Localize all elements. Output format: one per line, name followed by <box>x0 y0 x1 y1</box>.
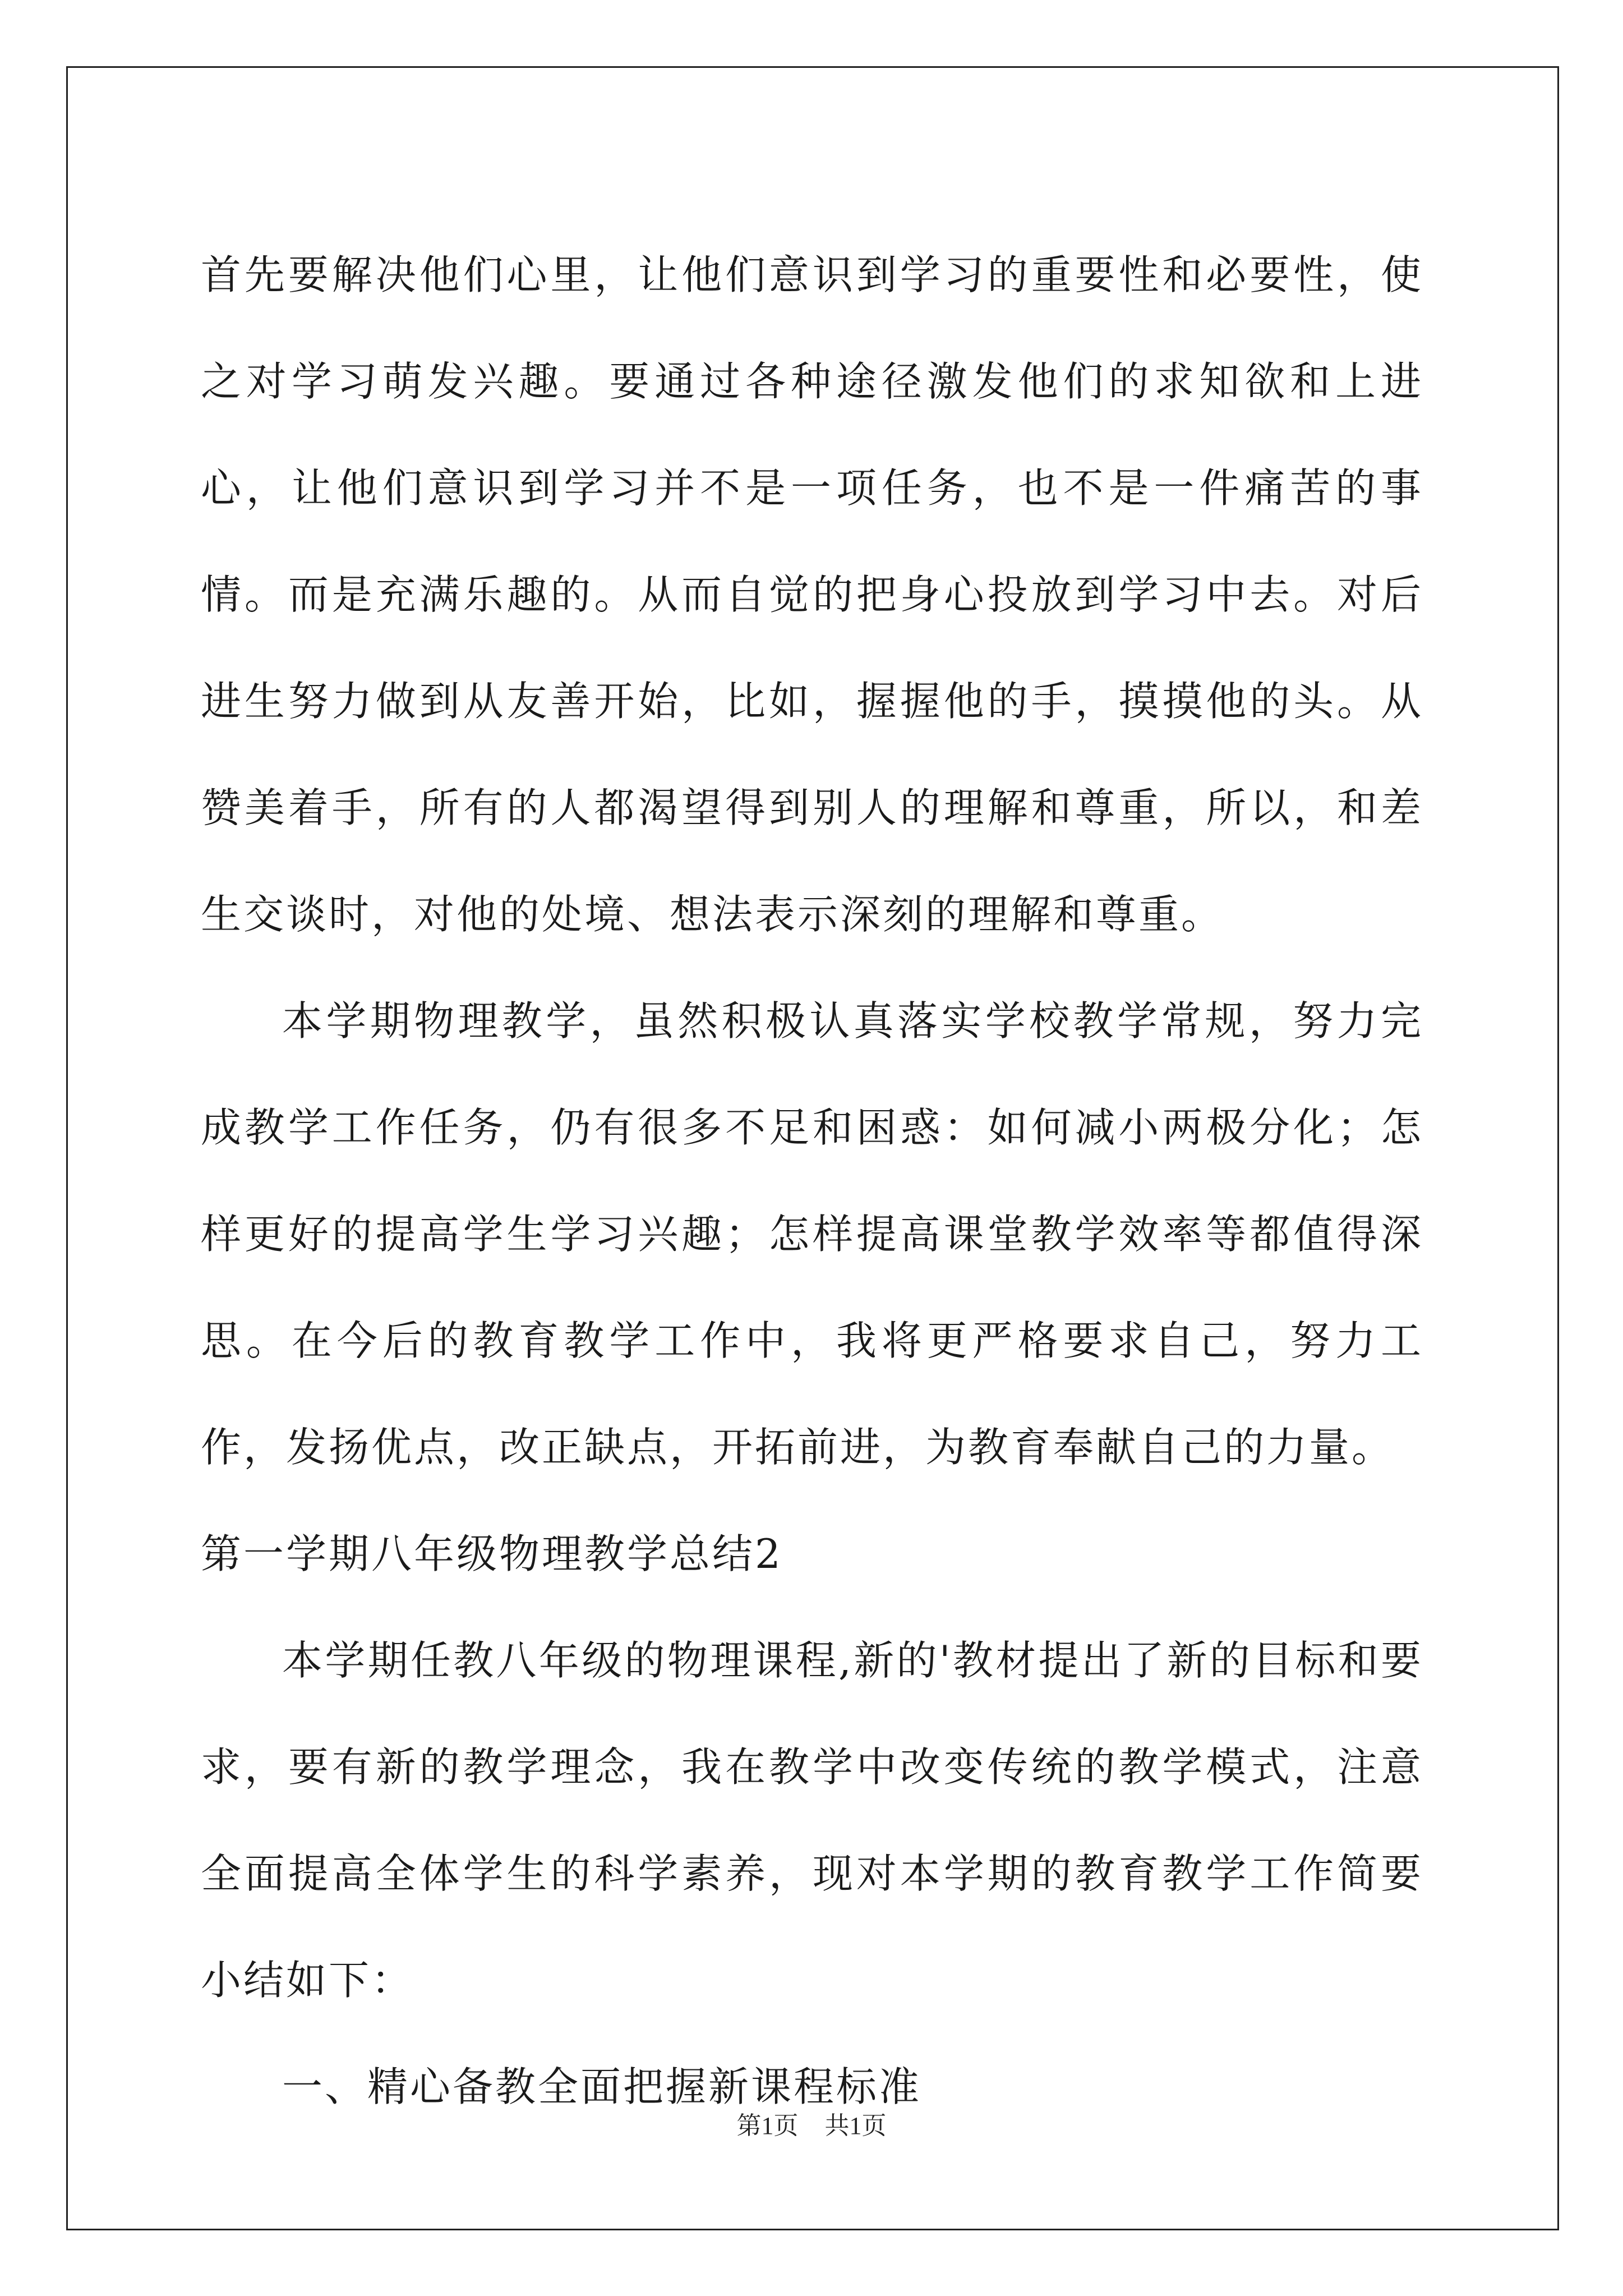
page-footer <box>0 2109 1623 2143</box>
page-total: 共1页 <box>824 2112 887 2139</box>
paragraph-summary: 本学期物理教学，虽然积极认真落实学校教学常规，努力完成教学工作任务，仍有很多不足和困惑：如何减小两极分化；怎样更好的提高学生学习兴趣；怎样提高课堂教学效率等都值得深思。在今后的教育教学工作中，我将更严格要求自己，努力工作，发扬优点，改正缺点，开拓前进，为教育奉献自己的力量。 <box>201 997 1423 1471</box>
paragraph-intro: 本学期任教八年级的物理课程,新的'教材提出了新的目标和要求，要有新的教学理念，我在教学中改变传统的教学模式，注意全面提高全体学生的科学素养，现对本学期的教育教学工作简要小结如下： <box>201 1637 1423 2004</box>
subsection-heading: 一、精心备教全面把握新课程标准 <box>282 2063 922 2110</box>
document-body <box>201 222 1423 2140</box>
paragraph-continuation: 首先要解决他们心里，让他们意识到学习的重要性和必要性，使之对学习萌发兴趣。要通过各种途径激发他们的求知欲和上进心，让他们意识到学习并不是一项任务，也不是一件痛苦的事情。而是充满乐趣的。从而自觉的把身心投放到学习中去。对后进生努力做到从友善开始，比如，握握他的手，摸摸他的头。从赞美着手，所有的人都渴望得到别人的理解和尊重，所以，和差生交谈时，对他的处境、想法表示深刻的理解和尊重。 <box>201 251 1423 938</box>
section-title: 第一学期八年级物理教学总结2 <box>201 1530 783 1577</box>
page-number: 第1页 <box>736 2112 799 2139</box>
